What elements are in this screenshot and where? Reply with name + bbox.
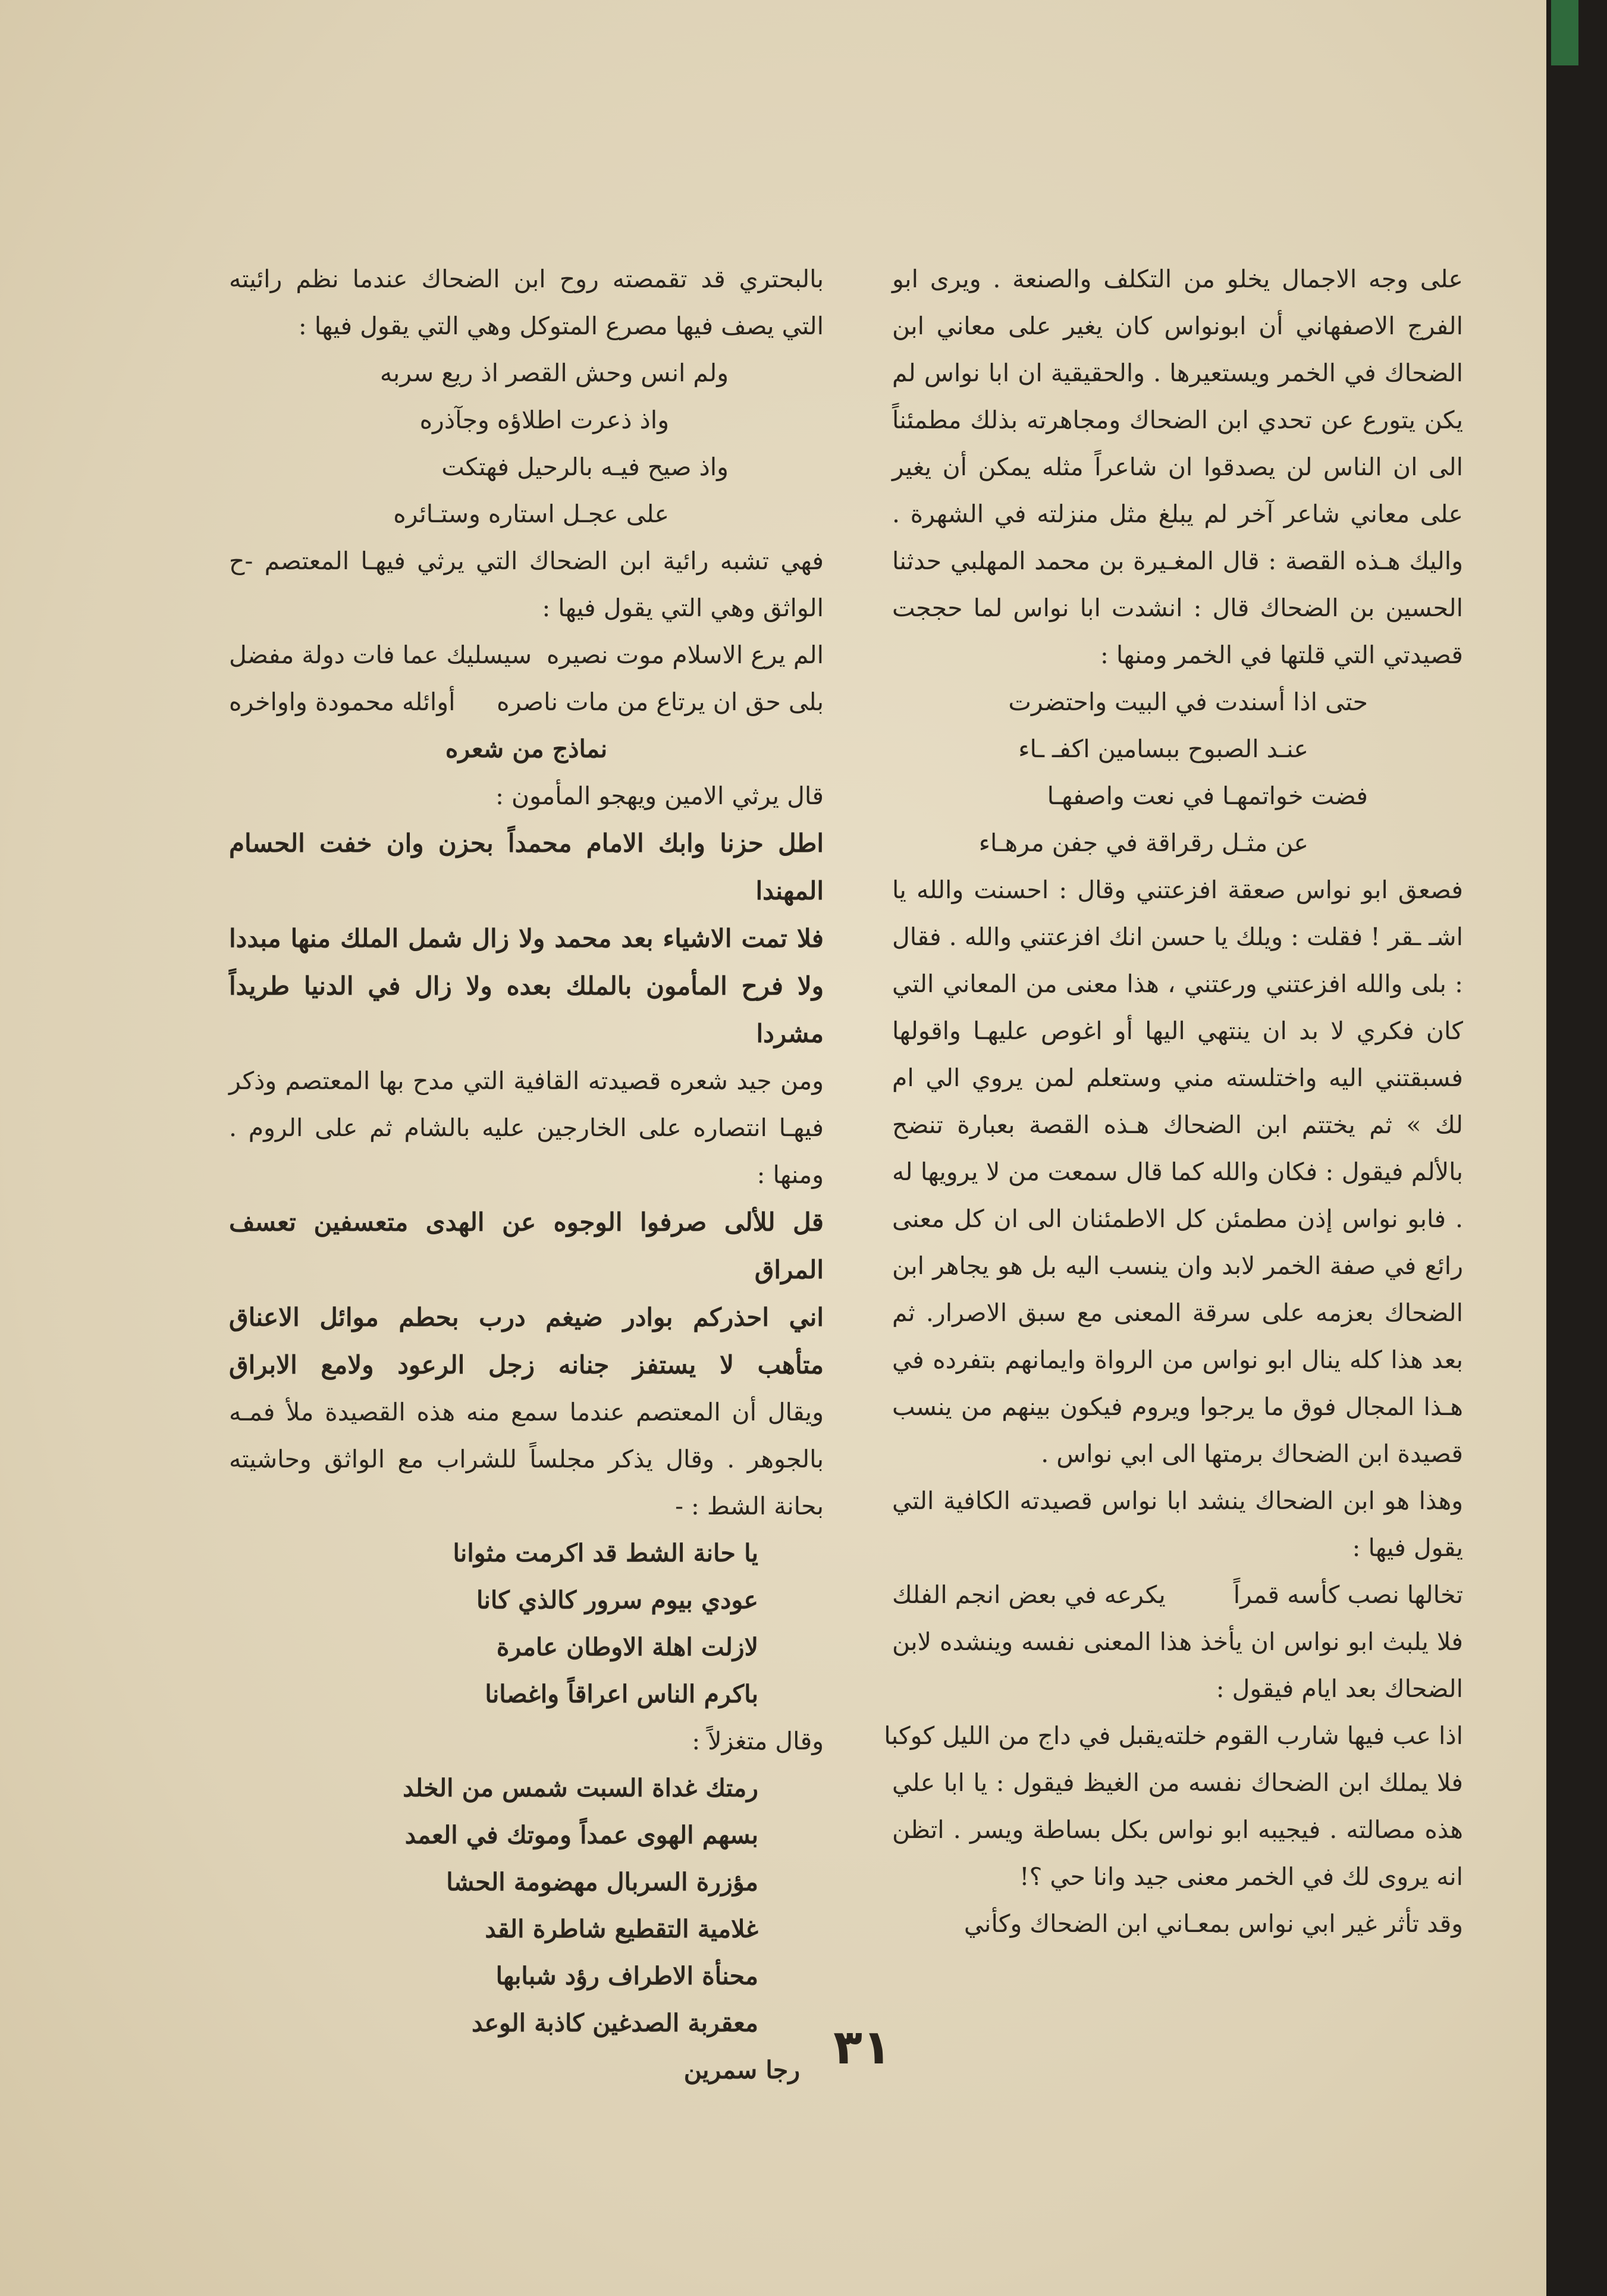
verse-hemistich: اذا عب فيها شارب القوم خلته (1163, 1721, 1463, 1750)
verse-couplet (884, 1712, 1463, 1759)
bold-verse-line: متأهب لا يستفز جنانه زجل الرعود ولامع الابراق (229, 1350, 824, 1379)
verse-hemistich: تخالها نصب كأسه قمراً (1233, 1580, 1463, 1609)
paragraph: وقال متغزلاً : (692, 1727, 824, 1755)
verse-line: غلامية التقطيع شاطرة القد (485, 1915, 758, 1943)
verse-line: واذ ذعرت اطلاؤه وجآذره (419, 406, 669, 434)
verse-line: باكرم الناس اعراقاً واغصانا (485, 1680, 758, 1708)
verse-line: ولم انس وحش القصر اذ ريع سربه (379, 359, 729, 387)
verse-line: على عجـل استاره وستـائره (393, 500, 669, 528)
author-signature: رجا سمرين (683, 2056, 800, 2084)
bold-verse-line: قل للألى صرفوا الوجوه عن الهدى متعسفين تعسف المراق (229, 1207, 824, 1284)
paragraph: فصعق ابو نواس صعقة افزعتني وقال : احسنت والله يا اشـ ـقر ! فقلت : ويلك يا حسن انك افزعتني والله . فقال : بلى والله افزعتني ورعتني ، هذا معنى من المعاني التي كان فكري لا بد ان ينتهي اليها أو اغوص عليهـا واقولها فسبقتني اليه واختلسته مني وستعلم لمن يروي الي ام لك » ثم يختتم ابن الضحاك هـذه القصة بعبارة تنضح بالألم فيقول : فكان والله كما قال سمعت من لا يرويها له . فابو نواس إذن مطمئن كل الاطمئنان الى ان كل معنى رائع في صفة الخمر لابد وان ينسب اليه بل هو يجاهر ابن الضحاك بعزمه على سرقة المعنى مع سبق الاصرار. ثم بعد هذا كله ينال ابو نواس من الرواة وايمانهم بتفرده في هـذا المجال فوق ما يرجوا ويروم فيكون بينهم من ينسب قصيدة ابن الضحاك برمتها الى ابي نواس . (892, 876, 1463, 1468)
bold-verse-line: اطل حزنا وابك الامام محمداً بحزن وان خفت الحسام المهندا (229, 829, 824, 905)
scan-color-tab (1551, 0, 1578, 65)
verse-hemistich: أوائله محمودة واواخره (229, 688, 456, 716)
verse-line: محنأة الاطراف رؤد شبابها (495, 1962, 758, 1990)
paragraph: قال يرثي الامين ويهجو المأمون : (495, 782, 824, 810)
verse-hemistich: سيسليك عما فات دولة مفضل (229, 641, 532, 669)
verse-line: عن مثـل رقراقة في جفن مرهـاء (978, 829, 1308, 857)
verse-line: يا حانة الشط قد اكرمت مثوانا (453, 1539, 758, 1567)
verse-line: معقربة الصدغين كاذبة الوعد (471, 2009, 758, 2037)
verse-hemistich: بلى حق ان يرتاع من مات ناصره (497, 688, 824, 716)
verse-line: بسهم الهوى عمداً وموتك في العمد (404, 1821, 758, 1849)
paragraph: بالبحتري قد تقمصته روح ابن الضحاك عندما نظم رائيته التي يصف فيها مصرع المتوكل وهي التي يقول فيها : (229, 265, 824, 340)
paragraph: ويقال أن المعتصم عندما سمع منه هذه القصيدة ملأ فمـه بالجوهر . وقال يذكر مجلساً للشراب مع الواثق وحاشيته بحانة الشط : - (229, 1398, 824, 1520)
paragraph: وهذا هو ابن الضحاك ينشد ابا نواس قصيدته الكافية التي يقول فيها : (892, 1486, 1463, 1562)
verse-hemistich: الم يرع الاسلام موت نصيره (547, 641, 824, 669)
left-text-column (229, 256, 824, 2094)
verse-line: لازلت اهلة الاوطان عامرة (496, 1633, 758, 1661)
verse-line: واذ صيح فيـه بالرحيل فهتكت (441, 453, 729, 481)
paragraph: على وجه الاجمال يخلو من التكلف والصنعة . ويرى ابو الفرج الاصفهاني أن ابونواس كان يغير على معاني ابن الضحاك في الخمر ويستعيرها . والحقيقية ان ابا نواس لم يكن يتورع عن تحدي ابن الضحاك ومجاهرته بذلك مطمئناً الى ان الناس لن يصدقوا ان شاعراً مثله يمكن أن يغير على معاني شاعر آخر لم يبلغ مثل منزلته في الشهرة . واليك هـذه القصة : قال المغـيرة بن محمد المهلبي حدثنا الحسين بن الضحاك قال : انشدت ابا نواس لما حججت قصيدتي التي قلتها في الخمر ومنها : (892, 265, 1463, 669)
verse-line: مؤزرة السربال مهضومة الحشا (446, 1868, 758, 1896)
paragraph: فهي تشبه رائية ابن الضحاك التي يرثي فيهـا المعتصم -ح الواثق وهي التي يقول فيها : (229, 547, 824, 622)
section-heading: نماذج من شعره (445, 735, 608, 763)
paragraph: فلا يملك ابن الضحاك نفسه من الغيظ فيقول : يا ابا علي هذه مصالته . فيجيبه ابو نواس بكل بساطة ويسر . اتظن انه يروى لك في الخمر معنى جيد وانا حي ؟! (892, 1768, 1463, 1891)
paragraph: فلا يلبث ابو نواس ان يأخذ هذا المعنى نفسه وينشده لابن الضحاك بعد ايام فيقول : (892, 1627, 1463, 1703)
verse-line: عودي بيوم سرور كالذي كانا (476, 1586, 758, 1614)
verse-couplet (892, 1572, 1463, 1619)
verse-line: عنـد الصبوح ببسامين اكفـ ـاء (1018, 735, 1308, 763)
page-number: ٣١ (833, 2019, 892, 2075)
right-text-column (884, 256, 1463, 1947)
verse-line: رمتك غداة السبت شمس من الخلد (403, 1774, 758, 1802)
verse-hemistich: يكرعه في بعض انجم الفلك (892, 1580, 1166, 1609)
bold-verse-line: ولا فرح المأمون بالملك بعده ولا زال في الدنيا طريداً مشردا (229, 971, 824, 1048)
verse-couplet (229, 679, 824, 726)
verse-hemistich: يقبل في داج من الليل كوكبا (884, 1721, 1163, 1750)
verse-line: حتى اذا أسندت في البيت واحتضرت (1008, 688, 1368, 716)
bold-verse-line: اني احذركم بوادر ضيغم درب بحطم موائل الاعناق (229, 1303, 824, 1332)
verse-couplet (229, 632, 824, 679)
bold-verse-line: فلا تمت الاشياء بعد محمد ولا زال شمل الملك منها مبددا (229, 924, 824, 953)
scan-edge (1546, 0, 1607, 2296)
paragraph: ومن جيد شعره قصيدته القافية التي مدح بها المعتصم وذكر فيهـا انتصاره على الخارجين عليه بالشام ثم على الروم . ومنها : (229, 1067, 824, 1189)
verse-line: فضت خواتمهـا في نعت واصفهـا (1047, 782, 1368, 810)
paragraph: وقد تأثر غير ابي نواس بمعـاني ابن الضحاك وكأني (963, 1909, 1463, 1938)
